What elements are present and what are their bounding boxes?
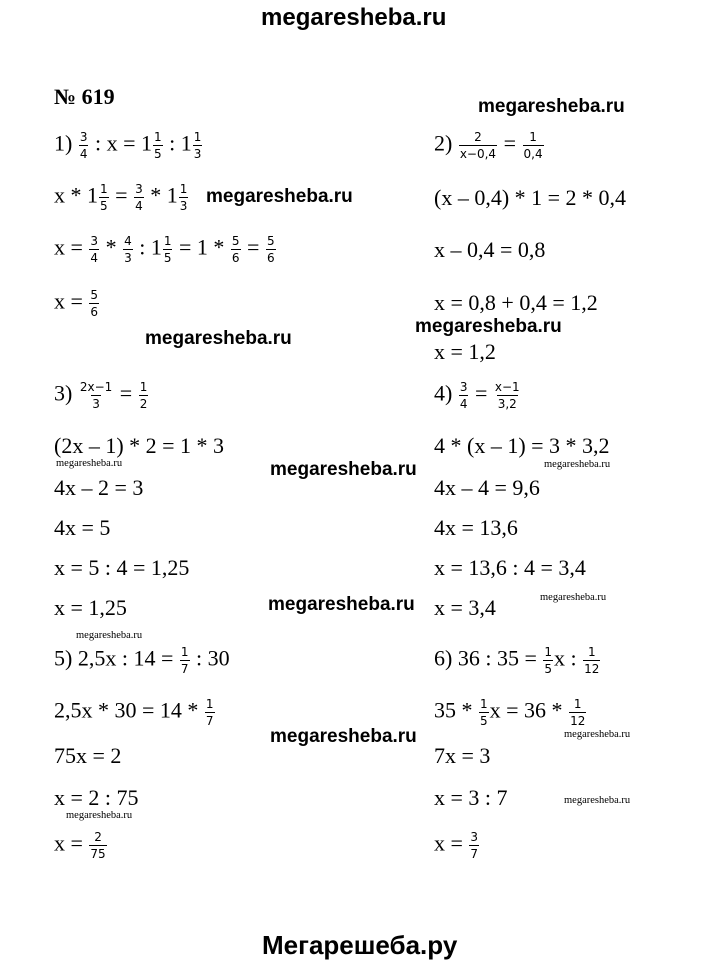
fraction: $\frac{1}{2}$ bbox=[139, 380, 148, 411]
fraction: $\frac{1}{7}$ bbox=[205, 697, 214, 728]
site-header[interactable]: megaresheba.ru bbox=[261, 4, 447, 31]
p6-line5: x = $\frac{3}{7}$ bbox=[434, 830, 479, 861]
p1-line1: 1) $\frac{3}{4}$ : x = 1 $\frac{1}{5}$ : 1 $\frac{1}{3}$ bbox=[54, 130, 202, 161]
fraction: $\frac{1}{5}$ bbox=[100, 182, 108, 213]
p4-line5: x = 13,6 : 4 = 3,4 bbox=[434, 555, 586, 580]
fraction: $\frac{1}{7}$ bbox=[180, 645, 189, 676]
p4-line6: x = 3,4 bbox=[434, 595, 496, 620]
site-footer[interactable]: Мегарешеба.ру bbox=[262, 930, 458, 960]
fraction: $\frac{5}{6}$ bbox=[231, 234, 240, 265]
fraction: $\frac{5}{6}$ bbox=[266, 234, 275, 265]
fraction: $\frac{x-1}{3,2}$ bbox=[494, 380, 520, 411]
fraction: $\frac{1}{3}$ bbox=[179, 182, 188, 213]
watermark: megaresheba.ru bbox=[66, 810, 133, 821]
watermark: megaresheba.ru bbox=[76, 630, 143, 641]
p1-line4: x = $\frac{5}{6}$ bbox=[54, 288, 99, 319]
fraction: $\frac{3}{4}$ bbox=[90, 234, 99, 265]
watermark: megaresheba.ru bbox=[145, 328, 292, 349]
watermark: megaresheba.ru bbox=[544, 459, 611, 470]
p4-line2: 4 * (x – 1) = 3 * 3,2 bbox=[434, 433, 610, 458]
fraction: $\frac{1}{12}$ bbox=[584, 645, 600, 676]
watermark: megaresheba.ru bbox=[540, 592, 607, 603]
p5-line4: x = 2 : 75 bbox=[54, 785, 139, 810]
p6-line1: 6) 36 : 35 = $\frac{1}{5}$ x : $\frac{1}{12}$ bbox=[434, 645, 600, 676]
fraction: $\frac{5}{6}$ bbox=[90, 288, 99, 319]
fraction: $\frac{1}{3}$ bbox=[193, 130, 202, 161]
p3-line3: 4x – 2 = 3 bbox=[54, 475, 144, 500]
p5-line5: x = $\frac{2}{75}$ bbox=[54, 830, 106, 861]
fraction: $\frac{1}{5}$ bbox=[154, 130, 162, 161]
fraction: $\frac{2}{75}$ bbox=[90, 830, 106, 861]
p3-line2: (2x – 1) * 2 = 1 * 3 bbox=[54, 433, 225, 458]
watermark: megaresheba.ru bbox=[415, 316, 562, 337]
watermark: megaresheba.ru bbox=[564, 729, 631, 740]
p2-line4: x = 0,8 + 0,4 = 1,2 bbox=[434, 290, 598, 315]
fraction: $\frac{1}{5}$ bbox=[163, 234, 172, 265]
watermark: megaresheba.ru bbox=[270, 726, 417, 747]
watermark: megaresheba.ru bbox=[564, 795, 631, 806]
fraction: $\frac{2x-1}{3}$ bbox=[79, 380, 113, 411]
watermark: megaresheba.ru bbox=[268, 594, 415, 615]
fraction: $\frac{2}{x-0,4}$ bbox=[459, 130, 497, 161]
p5-line2: 2,5x * 30 = 14 * $\frac{1}{7}$ bbox=[54, 697, 214, 728]
task-number: № 619 bbox=[54, 84, 115, 109]
p2-line2: (x – 0,4) * 1 = 2 * 0,4 bbox=[434, 185, 627, 210]
p6-line4: x = 3 : 7 bbox=[434, 785, 508, 810]
p5-line3: 75x = 2 bbox=[54, 743, 122, 768]
fraction: $\frac{3}{4}$ bbox=[79, 130, 88, 161]
p2-line1: 2) $\frac{2}{x-0,4}$ = $\frac{1}{0,4}$ bbox=[434, 130, 543, 161]
fraction: $\frac{1}{5}$ bbox=[480, 697, 488, 728]
fraction: $\frac{4}{3}$ bbox=[124, 234, 132, 265]
p5-line1: 5) 2,5x : 14 = $\frac{1}{7}$ : 30 bbox=[54, 645, 230, 676]
p2-line3: x – 0,4 = 0,8 bbox=[434, 237, 546, 262]
p3-line6: x = 1,25 bbox=[54, 595, 127, 620]
fraction: $\frac{3}{7}$ bbox=[470, 830, 479, 861]
p2-line5: x = 1,2 bbox=[434, 339, 496, 364]
p6-line3: 7x = 3 bbox=[434, 743, 491, 768]
fraction: $\frac{3}{4}$ bbox=[459, 380, 468, 411]
p3-line5: x = 5 : 4 = 1,25 bbox=[54, 555, 190, 580]
p1-line3: x = $\frac{3}{4}$ * $\frac{4}{3}$ : 1 $\frac{1}{5}$ = 1 * $\frac{5}{6}$ = $\frac{5}{6}$ bbox=[54, 234, 275, 265]
watermark: megaresheba.ru bbox=[56, 458, 123, 469]
p6-line2: 35 * $\frac{1}{5}$ x = 36 * $\frac{1}{12}$ bbox=[434, 697, 586, 728]
p3-line4: 4x = 5 bbox=[54, 515, 111, 540]
watermark: megaresheba.ru bbox=[206, 186, 353, 207]
fraction: $\frac{3}{4}$ bbox=[135, 182, 143, 213]
fraction: $\frac{1}{0,4}$ bbox=[523, 130, 543, 161]
fraction: $\frac{1}{5}$ bbox=[544, 645, 552, 676]
p4-line4: 4x = 13,6 bbox=[434, 515, 518, 540]
watermark: megaresheba.ru bbox=[270, 459, 417, 480]
p1-line2: x * 1 $\frac{1}{5}$ = $\frac{3}{4}$ * 1 $\frac{1}{3}$ bbox=[54, 182, 188, 213]
p3-line1: 3) $\frac{2x-1}{3}$ = $\frac{1}{2}$ bbox=[54, 380, 148, 411]
watermark: megaresheba.ru bbox=[478, 96, 625, 117]
p4-line3: 4x – 4 = 9,6 bbox=[434, 475, 540, 500]
fraction: $\frac{1}{12}$ bbox=[570, 697, 586, 728]
p4-line1: 4) $\frac{3}{4}$ = $\frac{x-1}{3,2}$ bbox=[434, 380, 520, 411]
